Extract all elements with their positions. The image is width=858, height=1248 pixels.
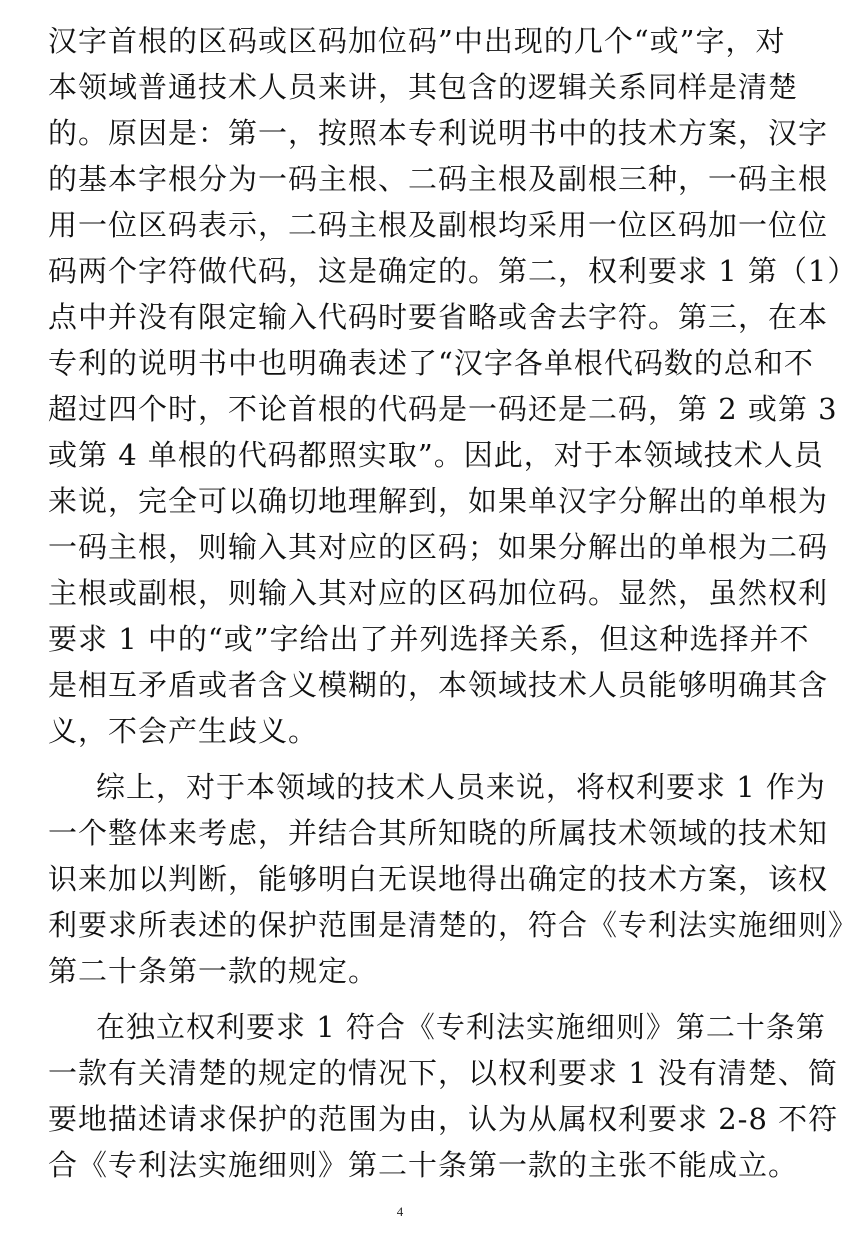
text-line: 来说，完全可以确切地理解到，如果单汉字分解出的单根为: [48, 484, 829, 518]
text-line: 或第 4 单根的代码都照实取”。因此，对于本领域技术人员: [48, 438, 824, 472]
text-line: 汉字首根的区码或区码加位码”中出现的几个“或”字，对: [48, 24, 786, 58]
text-line: 超过四个时，不论首根的代码是一码还是二码，第 2 或第 3: [48, 392, 838, 426]
text-line: 是相互矛盾或者含义模糊的，本领域技术人员能够明确其含: [48, 668, 829, 702]
text-line: 一个整体来考虑，并结合其所知晓的所属技术领域的技术知: [48, 816, 829, 850]
text-line: 要地描述请求保护的范围为由，认为从属权利要求 2-8 不符: [48, 1102, 839, 1136]
text-line: 第二十条第一款的规定。: [48, 954, 379, 988]
text-line: 一码主根，则输入其对应的区码；如果分解出的单根为二码: [48, 530, 829, 564]
paragraph-first-line: 综上，对于本领域的技术人员来说，将权利要求 1 作为: [96, 770, 826, 804]
text-line: 利要求所表述的保护范围是清楚的，符合《专利法实施细则》: [48, 908, 858, 942]
text-line: 一款有关清楚的规定的情况下，以权利要求 1 没有清楚、简: [48, 1056, 838, 1090]
text-line: 要求 1 中的“或”字给出了并列选择关系，但这种选择并不: [48, 622, 810, 656]
text-line: 义，不会产生歧义。: [48, 714, 319, 748]
text-line: 的。原因是：第一，按照本专利说明书中的技术方案，汉字: [48, 116, 829, 150]
text-line: 专利的说明书中也明确表述了“汉字各单根代码数的总和不: [48, 346, 814, 380]
paragraph-first-line: 在独立权利要求 1 符合《专利法实施细则》第二十条第: [96, 1010, 826, 1044]
text-line: 本领域普通技术人员来讲，其包含的逻辑关系同样是清楚: [48, 70, 799, 104]
text-line: 用一位区码表示，二码主根及副根均采用一位区码加一位位: [48, 208, 829, 242]
text-line: 的基本字根分为一码主根、二码主根及副根三种，一码主根: [48, 162, 829, 196]
text-line: 主根或副根，则输入其对应的区码加位码。显然，虽然权利: [48, 576, 829, 610]
page-number: 4: [396, 1204, 404, 1219]
text-line: 码两个字符做代码，这是确定的。第二，权利要求 1 第（1）: [48, 254, 858, 288]
text-line: 识来加以判断，能够明白无误地得出确定的技术方案，该权: [48, 862, 829, 896]
text-line: 点中并没有限定输入代码时要省略或舍去字符。第三，在本: [48, 300, 829, 334]
text-line: 合《专利法实施细则》第二十条第一款的主张不能成立。: [48, 1148, 799, 1182]
